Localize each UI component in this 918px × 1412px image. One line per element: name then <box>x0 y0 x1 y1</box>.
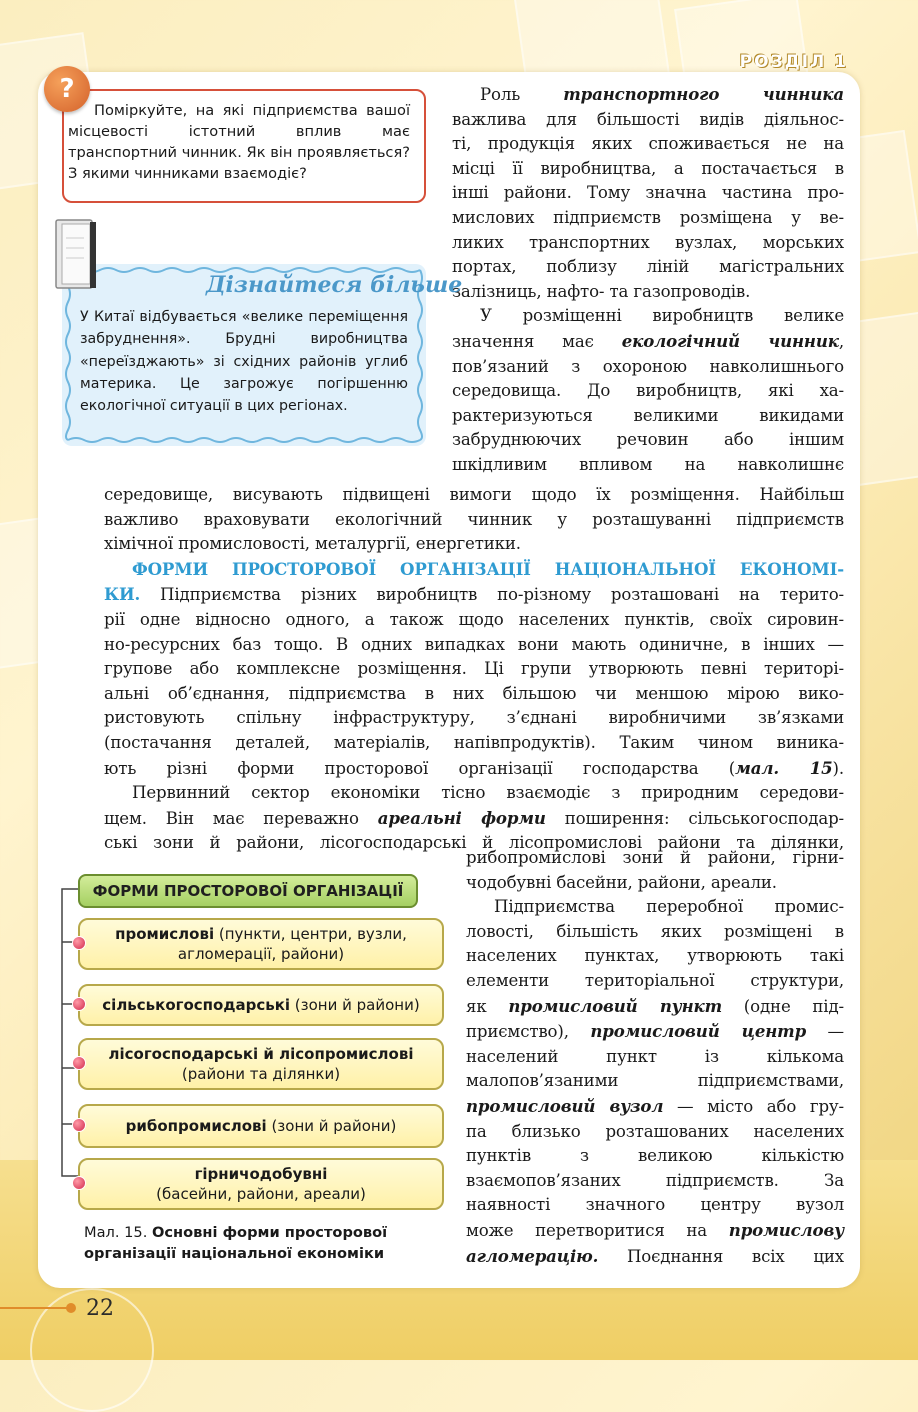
question-mark-icon: ? <box>44 66 90 112</box>
text-top-column <box>452 82 844 478</box>
text-line: рактеризуються великими викидами <box>452 405 844 425</box>
text-line: Роль транспортного чинника <box>480 84 844 104</box>
text-line: но-ресурсних баз тощо. В одних випадках вони мають одиничне, в інших — <box>104 634 844 654</box>
forms-diagram <box>56 866 456 1226</box>
text-line: групове або комплексне розміщення. Ці групи утворюють певні територі- <box>104 659 844 679</box>
page-number: 22 <box>86 1296 114 1321</box>
text-line: взаємопов’язаних підприємств. За <box>466 1170 844 1190</box>
text-line: па близько розташованих населених <box>466 1121 844 1141</box>
text-line: рії одне відносно одного, а також щодо населених пунктів, своїх сировин- <box>104 609 844 629</box>
text-line: приємство), промисловий центр — <box>466 1021 844 1042</box>
text-line: як промисловий пункт (одне під- <box>466 995 844 1016</box>
text-line: населений пункт із кількома <box>466 1046 844 1066</box>
book-icon <box>52 218 100 290</box>
bullet-dot-icon <box>72 1056 86 1070</box>
text-line: забруднюючих речовин або іншим <box>452 430 844 450</box>
text-line: ликих транспортних вузлах, морських <box>452 232 844 252</box>
text-line: рибопромислові зони й райони, гірни- <box>466 848 844 867</box>
learn-more-text: У Китаї відбувається «велике переміщення забруднення». Брудні виробництва «переїзджають» зі східних районів углиб материка. Це загрожує погіршенню екологічної ситуації в цих регіонах. <box>80 309 408 415</box>
bullet-dot-icon <box>72 997 86 1011</box>
diagram-item-fishing: рибопромислові (зони й райони) <box>78 1104 444 1148</box>
text-line: шкідливим впливом на навколишнє <box>452 454 844 474</box>
text-line: ють різні форми просторової організації господарства (мал. 15). <box>104 757 844 778</box>
diagram-item-agricultural: сільськогосподарські (зони й райони) <box>78 984 444 1026</box>
text-line: важлива для більшості видів діяльнос- <box>452 109 844 129</box>
text-line: КИ. Підприємства різних виробництв по-різному розташовані на терито- <box>104 584 844 605</box>
diagram-item-industrial: промислові (пункти, центри, вузли, агломерації, райони) <box>78 918 444 970</box>
page-number-dot <box>66 1303 76 1313</box>
text-line: портах, поблизу ліній магістральних <box>452 257 844 277</box>
text-line: інші райони. Тому значна частина про- <box>452 183 844 203</box>
text-line: пунктів з великою кількістю <box>466 1146 844 1166</box>
diagram-item-mining: гірничодобувні (басейни, райони, ареали) <box>78 1158 444 1210</box>
text-line: чодобувні басейни, райони, ареали. <box>466 872 777 892</box>
text-line: пов’язаний з охороною навколишнього <box>452 356 844 376</box>
text-line: ристовують спільну інфраструктуру, з’єднані виробничими зв’язками <box>104 708 844 728</box>
text-line: місці її виробництва, а постачається в <box>452 158 844 178</box>
text-line: залізниць, нафто- та газопроводів. <box>452 281 751 301</box>
bullet-dot-icon <box>72 936 86 950</box>
text-line: важливо враховувати екологічний чинник у розташуванні підприємств <box>104 509 844 529</box>
text-line: альні об’єднання, підприємства в них більшою чи меншою мірою вико- <box>104 683 844 703</box>
page-number-line <box>0 1307 70 1309</box>
text-line: У розміщенні виробництв велике <box>480 306 844 326</box>
text-line: агломерацію. Поєднання всіх цих <box>466 1245 844 1266</box>
text-line: малопов’язаними підприємствами, <box>466 1071 844 1091</box>
text-line: хімічної промисловості, металургії, енергетики. <box>104 534 521 554</box>
learn-more-title: Дізнайтеся більше <box>206 272 463 298</box>
bullet-dot-icon <box>72 1176 86 1190</box>
text-line: ті, продукція яких споживається не на <box>452 134 844 154</box>
text-line: середовище, висувають підвищені вимоги щодо їх розміщення. Найбільш <box>104 485 844 504</box>
text-line: ські зони й райони, лісогосподарські й лісопромислові райони та ділянки, <box>104 833 844 853</box>
text-line: може перетворитися на промислову <box>466 1219 844 1240</box>
text-line: середовища. До виробництв, які ха- <box>452 381 844 401</box>
diagram-title: ФОРМИ ПРОСТОРОВОЇ ОРГАНІЗАЦІЇ <box>78 874 418 908</box>
text-line: Первинний сектор економіки тісно взаємодіє з природним середови- <box>132 783 844 803</box>
text-line: ловості, більшість яких розміщені в <box>466 921 844 941</box>
figure-caption: Мал. 15. Основні форми просторової організації національної економіки <box>84 1224 388 1262</box>
diagram-item-forestry: лісогосподарські й лісопромислові (райони та ділянки) <box>78 1038 444 1090</box>
text-full-width <box>104 483 844 856</box>
text-line: Підприємства переробної промис- <box>494 897 844 917</box>
text-line: елементи територіальної структури, <box>466 970 844 990</box>
text-line: промисловий вузол — місто або гру- <box>466 1095 844 1116</box>
bullet-dot-icon <box>72 1118 86 1132</box>
text-line: мислових підприємств розміщена у ве- <box>452 207 844 227</box>
text-line: населених пунктах, утворюють такі <box>466 946 844 966</box>
text-line: наявності значного центру вузол <box>466 1195 844 1215</box>
text-line: щем. Він має переважно ареальні форми поширення: сільськогосподар- <box>104 807 845 828</box>
text-line: (постачання деталей, матеріалів, напівпродуктів). Таким чином виника- <box>104 732 844 752</box>
section-label: РОЗДІЛ 1 <box>739 52 848 72</box>
text-right-column <box>466 846 844 1269</box>
question-text: Поміркуйте, на які підприємства вашої місцевості істотний вплив має транспортний чинник. Як він проявляється? З якими чинниками взаємодіє? <box>68 102 410 182</box>
text-line: значення має екологічний чинник, <box>452 330 844 351</box>
section-heading: ФОРМИ ПРОСТОРОВОЇ ОРГАНІЗАЦІЇ НАЦІОНАЛЬНОЇ ЕКОНОМІ- <box>132 558 844 579</box>
